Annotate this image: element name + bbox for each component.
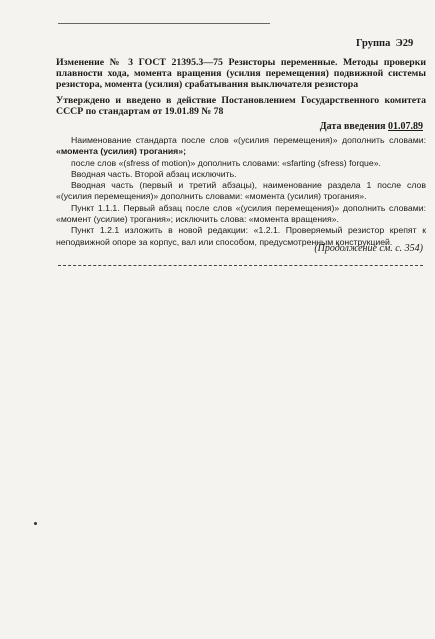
change-label: Изменение № 3 [56,57,134,68]
standard-title: Резисторы переменные. Методы проверки плавности хода, момента вращения (усилия перемещения) подвижной системы резистора, момента (усилия) срабатывания выключателя резистора [56,57,426,91]
change-heading [56,57,426,91]
top-rule [58,23,270,24]
group-label: Группа [356,38,391,49]
group-code [356,38,413,49]
paragraph-6: Пункт 1.2.1 изложить в новой редакции: «1.2.1. Проверяемый резистор крепят к неподвижной опоре за корпус, вал или способом, предусмотренным конструкцией. [56,225,426,247]
group-value: Э29 [395,38,414,49]
scan-speck [34,522,37,525]
paragraph-5: Пункт 1.1.1. Первый абзац после слов «(усилия перемещения)» дополнить словами: «момент (усилие) трогания»; исключить слова: «момента вращения». [56,202,426,225]
continuation-note: (Продолжение см. с. 354) [314,243,423,254]
amendment-body [56,135,426,248]
effective-date [320,121,423,132]
effective-date-value: 01.07.89 [388,121,423,132]
paragraph-1-bold: «момента (усилия) трогания»; [56,146,186,157]
paragraph-4: Вводная часть (первый и третий абзацы), наименование раздела 1 после слов «(усилия перемещения)» дополнить словами: «момента (усилия) трогания». [56,180,426,202]
approval-statement: Утверждено и введено в действие Постановлением Государственного комитета СССР по стандартам от 19.01.89 № 78 [56,95,426,118]
paragraph-2: после слов «(sfress of motion)» дополнить словами: «sfarting (sfress) forque». [71,157,381,168]
effective-date-label: Дата введения [319,121,386,132]
standard-number: ГОСТ 21395.3—75 [138,57,223,68]
bottom-rule [58,265,423,266]
paragraph-3: Вводная часть. Второй абзац исключить. [71,168,237,179]
paragraph-1 [56,135,426,158]
paragraph-1-text: Наименование стандарта после слов «(усилия перемещения)» дополнить словами: [71,135,426,145]
